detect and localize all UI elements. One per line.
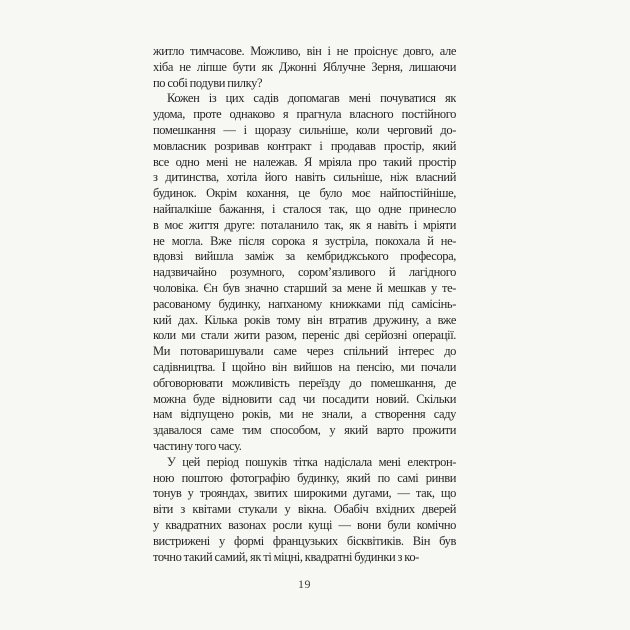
text-line: чоловіка. Єн був значно старший за мене й мешкав у те- xyxy=(153,280,456,295)
text-line: надзвичайно розумного, сором’язливого й лагідного xyxy=(153,265,456,280)
text-block xyxy=(153,44,456,565)
text-line: у квадратних вазонах росли кущі — вони були комічно xyxy=(153,517,456,532)
text-line: з дитинства, хотіла його навіть сильніше, ніж власний xyxy=(153,170,456,185)
text-line: Кожен із цих садів допомагав мені почуватися як xyxy=(167,91,456,106)
text-line: найпалкіше бажання, і сталося так, що одне принесло xyxy=(153,201,456,216)
text-line: Ми потоваришували саме через спільний інтерес до xyxy=(153,344,456,359)
text-line: точно такий самий, як ті міцні, квадратні будинки з ко- xyxy=(153,549,419,564)
text-line: кий дах. Кілька років тому він втратив дружину, а вже xyxy=(153,312,456,327)
text-line: можна буде відновити сад чи посадити новий. Скільки xyxy=(153,391,456,406)
text-line: частину того часу. xyxy=(153,438,242,453)
text-line: мовласник розривав контракт і продавав простір, який xyxy=(153,138,456,153)
text-line: расованому будинку, напханому книжками під самісінь- xyxy=(153,296,456,311)
text-line: садівництва. І щойно він вийшов на пенсію, ми почали xyxy=(153,359,456,374)
text-line: по собі подуви пилку? xyxy=(153,75,263,90)
text-line: все одно мені не належав. Я мріяла про такий простір xyxy=(153,154,456,169)
text-line: в моє життя друге: поталанило так, як я навіть і мріяти xyxy=(153,217,456,232)
text-line: нам відпущено років, ми не знали, а створення саду xyxy=(153,407,456,422)
paragraph xyxy=(153,455,456,566)
text-line: коли ми стали жити разом, переніс дві серйозні операції. xyxy=(153,328,456,343)
paragraph xyxy=(153,91,456,454)
text-line: помешкання — і щоразу сильніше, коли черговий до- xyxy=(153,122,456,137)
text-line: вистрижені у формі французьких бісквітиків. Він був xyxy=(153,533,456,548)
text-line: У цей період пошуків тітка надіслала мені електрон- xyxy=(167,454,456,469)
text-line: здавалося саме тим способом, у який варто прожити xyxy=(153,423,456,438)
text-line: ною поштою фотографію будинку, який по самі ринви xyxy=(153,470,456,485)
text-line: хіба не ліпше бути як Джонні Яблучне Зерня, лишаючи xyxy=(153,59,456,74)
paragraph xyxy=(153,44,456,91)
text-line: тонув у трояндах, звитих широкими дугами, — так, що xyxy=(153,486,456,501)
text-line: не могла. Вже після сорока я зустріла, покохала й не- xyxy=(153,233,456,248)
page-number: 19 xyxy=(298,577,311,591)
text-line: обговорювати можливість переїзду до помешкання, де xyxy=(153,375,456,390)
text-line: вдовзі вийшла заміж за кембриджського професора, xyxy=(153,249,456,264)
text-line: удома, проте однаково я прагнула власного постійного xyxy=(153,107,456,122)
text-line: будинок. Окрім кохання, це було моє найпостійніше, xyxy=(153,186,456,201)
text-line: житло тимчасове. Можливо, він і не проіснує довго, але xyxy=(153,44,456,58)
text-line: віти з квітами стукали у вікна. Обабіч вхідних дверей xyxy=(153,502,456,517)
